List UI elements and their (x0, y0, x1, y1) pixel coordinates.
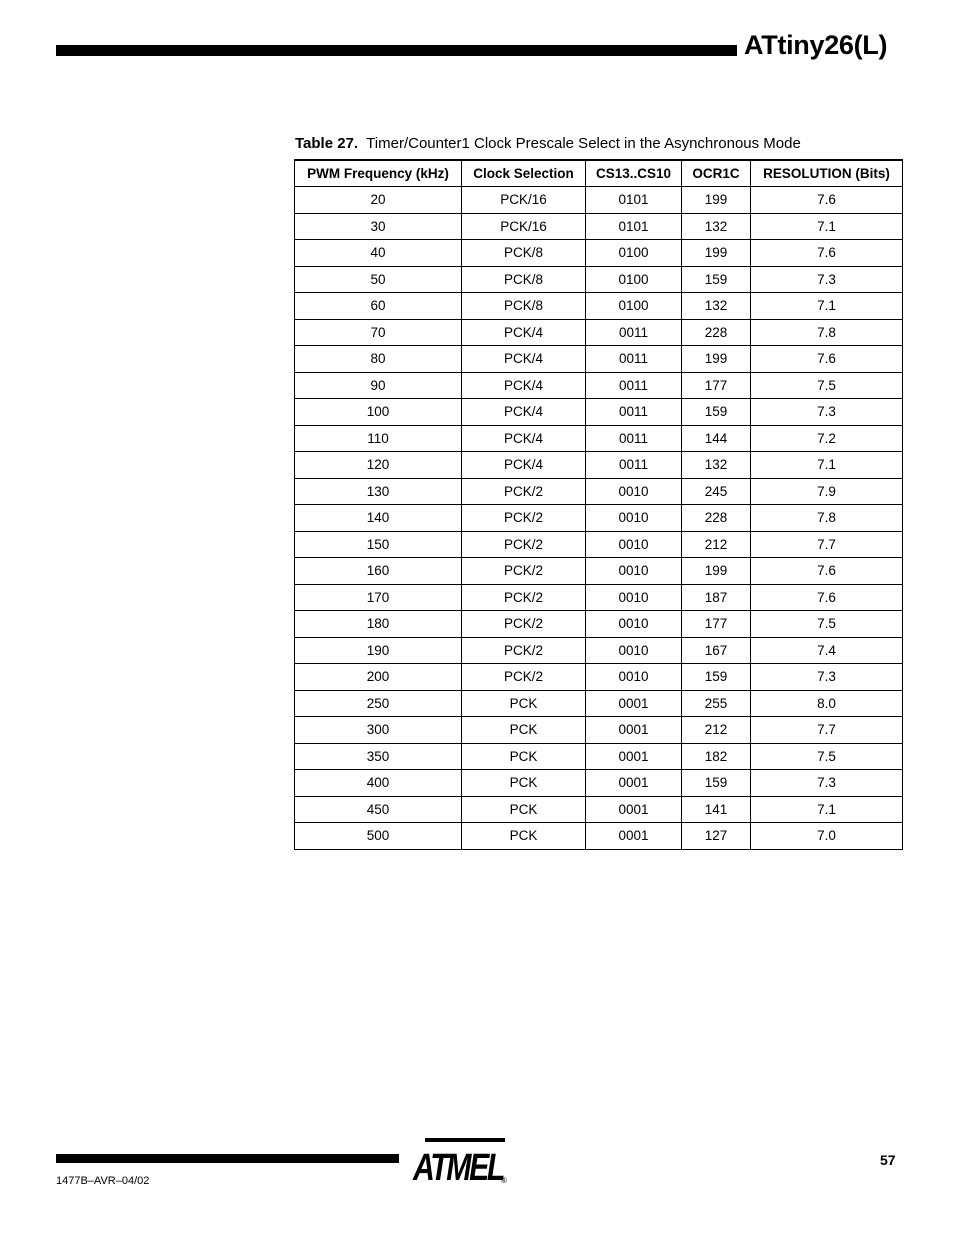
cell-cs-bits: 0011 (586, 399, 682, 426)
table-row (295, 796, 903, 823)
table-row (295, 505, 903, 532)
cell-ocr1c: 159 (682, 664, 751, 691)
cell-pwm-frequency: 20 (295, 187, 462, 214)
page-number: 57 (880, 1152, 896, 1168)
cell-clock-selection: PCK/2 (462, 478, 586, 505)
cell-clock-selection: PCK/2 (462, 584, 586, 611)
cell-clock-selection: PCK (462, 796, 586, 823)
table-row (295, 611, 903, 638)
cell-ocr1c: 228 (682, 505, 751, 532)
cell-ocr1c: 245 (682, 478, 751, 505)
cell-pwm-frequency: 90 (295, 372, 462, 399)
cell-cs-bits: 0011 (586, 346, 682, 373)
document-code: 1477B–AVR–04/02 (56, 1175, 150, 1187)
cell-resolution: 7.0 (751, 823, 903, 850)
cell-ocr1c: 199 (682, 240, 751, 267)
table-row (295, 293, 903, 320)
table-row (295, 717, 903, 744)
cell-pwm-frequency: 160 (295, 558, 462, 585)
cell-clock-selection: PCK/2 (462, 611, 586, 638)
cell-ocr1c: 144 (682, 425, 751, 452)
cell-cs-bits: 0010 (586, 478, 682, 505)
cell-clock-selection: PCK (462, 743, 586, 770)
page-title: ATtiny26(L) (744, 30, 888, 60)
cell-pwm-frequency: 120 (295, 452, 462, 479)
cell-ocr1c: 199 (682, 187, 751, 214)
cell-pwm-frequency: 450 (295, 796, 462, 823)
cell-pwm-frequency: 250 (295, 690, 462, 717)
cell-pwm-frequency: 170 (295, 584, 462, 611)
cell-cs-bits: 0011 (586, 452, 682, 479)
table-caption-text: Timer/Counter1 Clock Prescale Select in the Asynchronous Mode (366, 135, 801, 152)
atmel-logo (409, 1136, 511, 1186)
cell-pwm-frequency: 190 (295, 637, 462, 664)
table-row (295, 770, 903, 797)
cell-resolution: 7.5 (751, 743, 903, 770)
cell-cs-bits: 0100 (586, 266, 682, 293)
cell-pwm-frequency: 180 (295, 611, 462, 638)
footer-rule (56, 1154, 399, 1163)
cell-pwm-frequency: 50 (295, 266, 462, 293)
cell-pwm-frequency: 300 (295, 717, 462, 744)
cell-pwm-frequency: 200 (295, 664, 462, 691)
cell-clock-selection: PCK/2 (462, 558, 586, 585)
cell-cs-bits: 0001 (586, 743, 682, 770)
cell-ocr1c: 199 (682, 558, 751, 585)
cell-resolution: 7.3 (751, 770, 903, 797)
table-row (295, 690, 903, 717)
table-body (295, 187, 903, 850)
cell-ocr1c: 212 (682, 717, 751, 744)
table-row (295, 452, 903, 479)
column-header-clock-selection: Clock Selection (462, 160, 586, 187)
cell-resolution: 7.8 (751, 319, 903, 346)
table-caption-number: Table 27. (295, 135, 359, 152)
cell-clock-selection: PCK/4 (462, 319, 586, 346)
cell-resolution: 7.6 (751, 240, 903, 267)
cell-cs-bits: 0010 (586, 584, 682, 611)
cell-clock-selection: PCK (462, 690, 586, 717)
cell-resolution: 7.3 (751, 399, 903, 426)
table-row (295, 319, 903, 346)
column-header-ocr1c: OCR1C (682, 160, 751, 187)
cell-cs-bits: 0100 (586, 240, 682, 267)
table-row (295, 823, 903, 850)
cell-cs-bits: 0010 (586, 531, 682, 558)
prescale-table (294, 159, 903, 850)
cell-ocr1c: 159 (682, 770, 751, 797)
cell-clock-selection: PCK/4 (462, 399, 586, 426)
cell-cs-bits: 0101 (586, 187, 682, 214)
table-row (295, 240, 903, 267)
table-row (295, 372, 903, 399)
cell-resolution: 7.6 (751, 187, 903, 214)
cell-pwm-frequency: 140 (295, 505, 462, 532)
cell-ocr1c: 187 (682, 584, 751, 611)
cell-ocr1c: 159 (682, 399, 751, 426)
logo-wordmark: ATMEL (412, 1147, 504, 1186)
cell-resolution: 8.0 (751, 690, 903, 717)
table-row (295, 531, 903, 558)
cell-ocr1c: 141 (682, 796, 751, 823)
cell-ocr1c: 255 (682, 690, 751, 717)
table-row (295, 266, 903, 293)
cell-resolution: 7.4 (751, 637, 903, 664)
column-header-pwm-frequency: PWM Frequency (kHz) (295, 160, 462, 187)
cell-clock-selection: PCK/4 (462, 425, 586, 452)
table-row (295, 478, 903, 505)
cell-resolution: 7.2 (751, 425, 903, 452)
table-caption (295, 135, 801, 152)
table-row (295, 213, 903, 240)
cell-ocr1c: 127 (682, 823, 751, 850)
cell-resolution: 7.1 (751, 293, 903, 320)
header-rule (56, 45, 737, 56)
cell-cs-bits: 0010 (586, 637, 682, 664)
cell-pwm-frequency: 400 (295, 770, 462, 797)
cell-clock-selection: PCK/8 (462, 266, 586, 293)
cell-clock-selection: PCK/2 (462, 637, 586, 664)
cell-pwm-frequency: 130 (295, 478, 462, 505)
cell-cs-bits: 0010 (586, 664, 682, 691)
cell-ocr1c: 177 (682, 372, 751, 399)
table-row (295, 425, 903, 452)
cell-clock-selection: PCK (462, 823, 586, 850)
cell-resolution: 7.7 (751, 531, 903, 558)
cell-resolution: 7.6 (751, 558, 903, 585)
cell-cs-bits: 0011 (586, 319, 682, 346)
cell-clock-selection: PCK/2 (462, 505, 586, 532)
cell-ocr1c: 177 (682, 611, 751, 638)
cell-ocr1c: 182 (682, 743, 751, 770)
cell-resolution: 7.7 (751, 717, 903, 744)
cell-clock-selection: PCK/16 (462, 187, 586, 214)
cell-ocr1c: 199 (682, 346, 751, 373)
cell-ocr1c: 132 (682, 452, 751, 479)
cell-ocr1c: 132 (682, 213, 751, 240)
table-header-row (295, 160, 903, 187)
cell-resolution: 7.1 (751, 213, 903, 240)
cell-cs-bits: 0100 (586, 293, 682, 320)
cell-pwm-frequency: 110 (295, 425, 462, 452)
cell-resolution: 7.5 (751, 372, 903, 399)
cell-resolution: 7.6 (751, 584, 903, 611)
cell-clock-selection: PCK (462, 770, 586, 797)
cell-cs-bits: 0001 (586, 717, 682, 744)
table-row (295, 743, 903, 770)
cell-clock-selection: PCK/2 (462, 531, 586, 558)
cell-resolution: 7.9 (751, 478, 903, 505)
cell-resolution: 7.5 (751, 611, 903, 638)
cell-pwm-frequency: 80 (295, 346, 462, 373)
cell-resolution: 7.3 (751, 664, 903, 691)
column-header-resolution: RESOLUTION (Bits) (751, 160, 903, 187)
cell-pwm-frequency: 60 (295, 293, 462, 320)
cell-cs-bits: 0011 (586, 425, 682, 452)
cell-clock-selection: PCK/4 (462, 452, 586, 479)
cell-cs-bits: 0001 (586, 690, 682, 717)
cell-resolution: 7.8 (751, 505, 903, 532)
cell-ocr1c: 167 (682, 637, 751, 664)
cell-cs-bits: 0010 (586, 611, 682, 638)
table-row (295, 637, 903, 664)
cell-resolution: 7.6 (751, 346, 903, 373)
registered-mark: ® (501, 1176, 507, 1185)
cell-ocr1c: 212 (682, 531, 751, 558)
cell-clock-selection: PCK/4 (462, 346, 586, 373)
table-row (295, 187, 903, 214)
cell-cs-bits: 0001 (586, 770, 682, 797)
cell-ocr1c: 132 (682, 293, 751, 320)
cell-clock-selection: PCK/8 (462, 240, 586, 267)
cell-pwm-frequency: 100 (295, 399, 462, 426)
table-row (295, 399, 903, 426)
cell-pwm-frequency: 350 (295, 743, 462, 770)
cell-pwm-frequency: 40 (295, 240, 462, 267)
cell-cs-bits: 0010 (586, 558, 682, 585)
cell-clock-selection: PCK (462, 717, 586, 744)
cell-cs-bits: 0001 (586, 823, 682, 850)
cell-ocr1c: 159 (682, 266, 751, 293)
cell-cs-bits: 0011 (586, 372, 682, 399)
cell-pwm-frequency: 500 (295, 823, 462, 850)
table-header (295, 160, 903, 187)
cell-pwm-frequency: 150 (295, 531, 462, 558)
cell-cs-bits: 0010 (586, 505, 682, 532)
cell-cs-bits: 0101 (586, 213, 682, 240)
cell-resolution: 7.3 (751, 266, 903, 293)
table-row (295, 664, 903, 691)
cell-pwm-frequency: 70 (295, 319, 462, 346)
cell-clock-selection: PCK/2 (462, 664, 586, 691)
cell-pwm-frequency: 30 (295, 213, 462, 240)
cell-resolution: 7.1 (751, 452, 903, 479)
cell-clock-selection: PCK/4 (462, 372, 586, 399)
cell-cs-bits: 0001 (586, 796, 682, 823)
column-header-cs-bits: CS13..CS10 (586, 160, 682, 187)
table-row (295, 558, 903, 585)
cell-resolution: 7.1 (751, 796, 903, 823)
cell-ocr1c: 228 (682, 319, 751, 346)
table-row (295, 584, 903, 611)
cell-clock-selection: PCK/16 (462, 213, 586, 240)
cell-clock-selection: PCK/8 (462, 293, 586, 320)
table-row (295, 346, 903, 373)
